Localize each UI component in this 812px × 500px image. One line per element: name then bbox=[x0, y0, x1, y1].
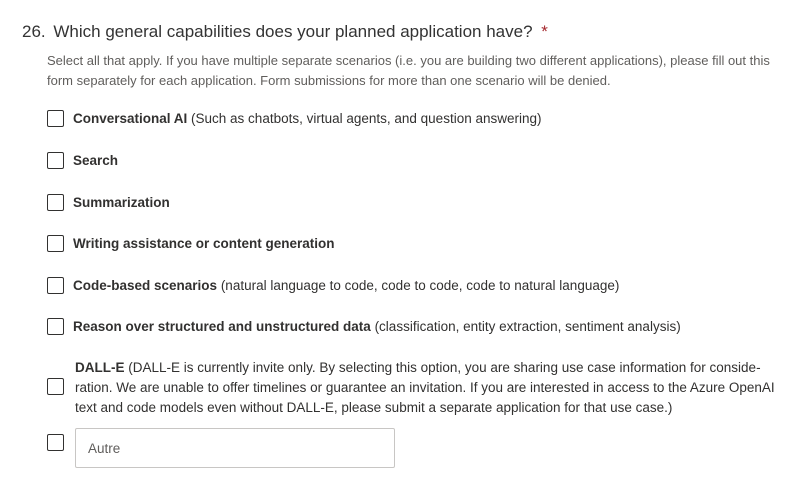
option-title: Search bbox=[73, 153, 119, 168]
option-detail: (DALL-E is currently invite only. By selecting this option, you are sharing use case information for consideration. We are unable to offer timelines or guarantee an invitation. If you are interested in access to the Azure OpenAI text and code models even without DALL-E, please submit a separate application for that use case.) bbox=[75, 360, 775, 415]
option-title: DALL-E bbox=[75, 360, 125, 375]
option-detail: (natural language to code, code to code, code to natural language) bbox=[217, 278, 620, 293]
option-detail: (Such as chatbots, virtual agents, and question answering) bbox=[187, 111, 542, 126]
option-detail: (classification, entity extraction, sentiment analysis) bbox=[370, 319, 681, 334]
question-number: 26. bbox=[22, 22, 46, 41]
option-reason-over-data[interactable] bbox=[47, 318, 681, 335]
checkbox[interactable] bbox=[47, 194, 64, 211]
option-label bbox=[73, 195, 170, 210]
other-text-input[interactable] bbox=[75, 428, 395, 468]
checkbox[interactable] bbox=[47, 110, 64, 127]
option-label bbox=[73, 111, 542, 126]
option-conversational-ai[interactable] bbox=[47, 110, 542, 127]
question-text: Which general capabilities does your planned application have? bbox=[53, 22, 533, 41]
question-description: Select all that apply. If you have multiple separate scenarios (i.e. you are building two different applications), please fill out this form separately for each application. Form submissions for more than one scenario will be denied. bbox=[47, 53, 770, 88]
option-label bbox=[73, 278, 619, 293]
checkbox[interactable] bbox=[47, 434, 64, 451]
option-label bbox=[75, 358, 790, 418]
option-title: Summarization bbox=[73, 195, 170, 210]
checkbox[interactable] bbox=[47, 235, 64, 252]
option-code-based-scenarios[interactable] bbox=[47, 277, 619, 294]
question-title bbox=[22, 22, 548, 42]
required-asterisk: * bbox=[541, 22, 548, 41]
option-title: Reason over structured and unstructured data bbox=[73, 319, 371, 334]
option-label bbox=[73, 319, 681, 334]
option-label bbox=[73, 236, 335, 251]
checkbox[interactable] bbox=[47, 277, 64, 294]
checkbox[interactable] bbox=[47, 152, 64, 169]
checkbox[interactable] bbox=[47, 378, 64, 395]
option-summarization[interactable] bbox=[47, 194, 170, 211]
option-label bbox=[73, 153, 118, 168]
option-title: Conversational AI bbox=[73, 111, 188, 126]
checkbox[interactable] bbox=[47, 318, 64, 335]
option-title: Writing assistance or content generation bbox=[73, 236, 335, 251]
option-title: Code-based scenarios bbox=[73, 278, 218, 293]
option-search[interactable] bbox=[47, 152, 118, 169]
option-writing-assistance[interactable] bbox=[47, 235, 335, 252]
